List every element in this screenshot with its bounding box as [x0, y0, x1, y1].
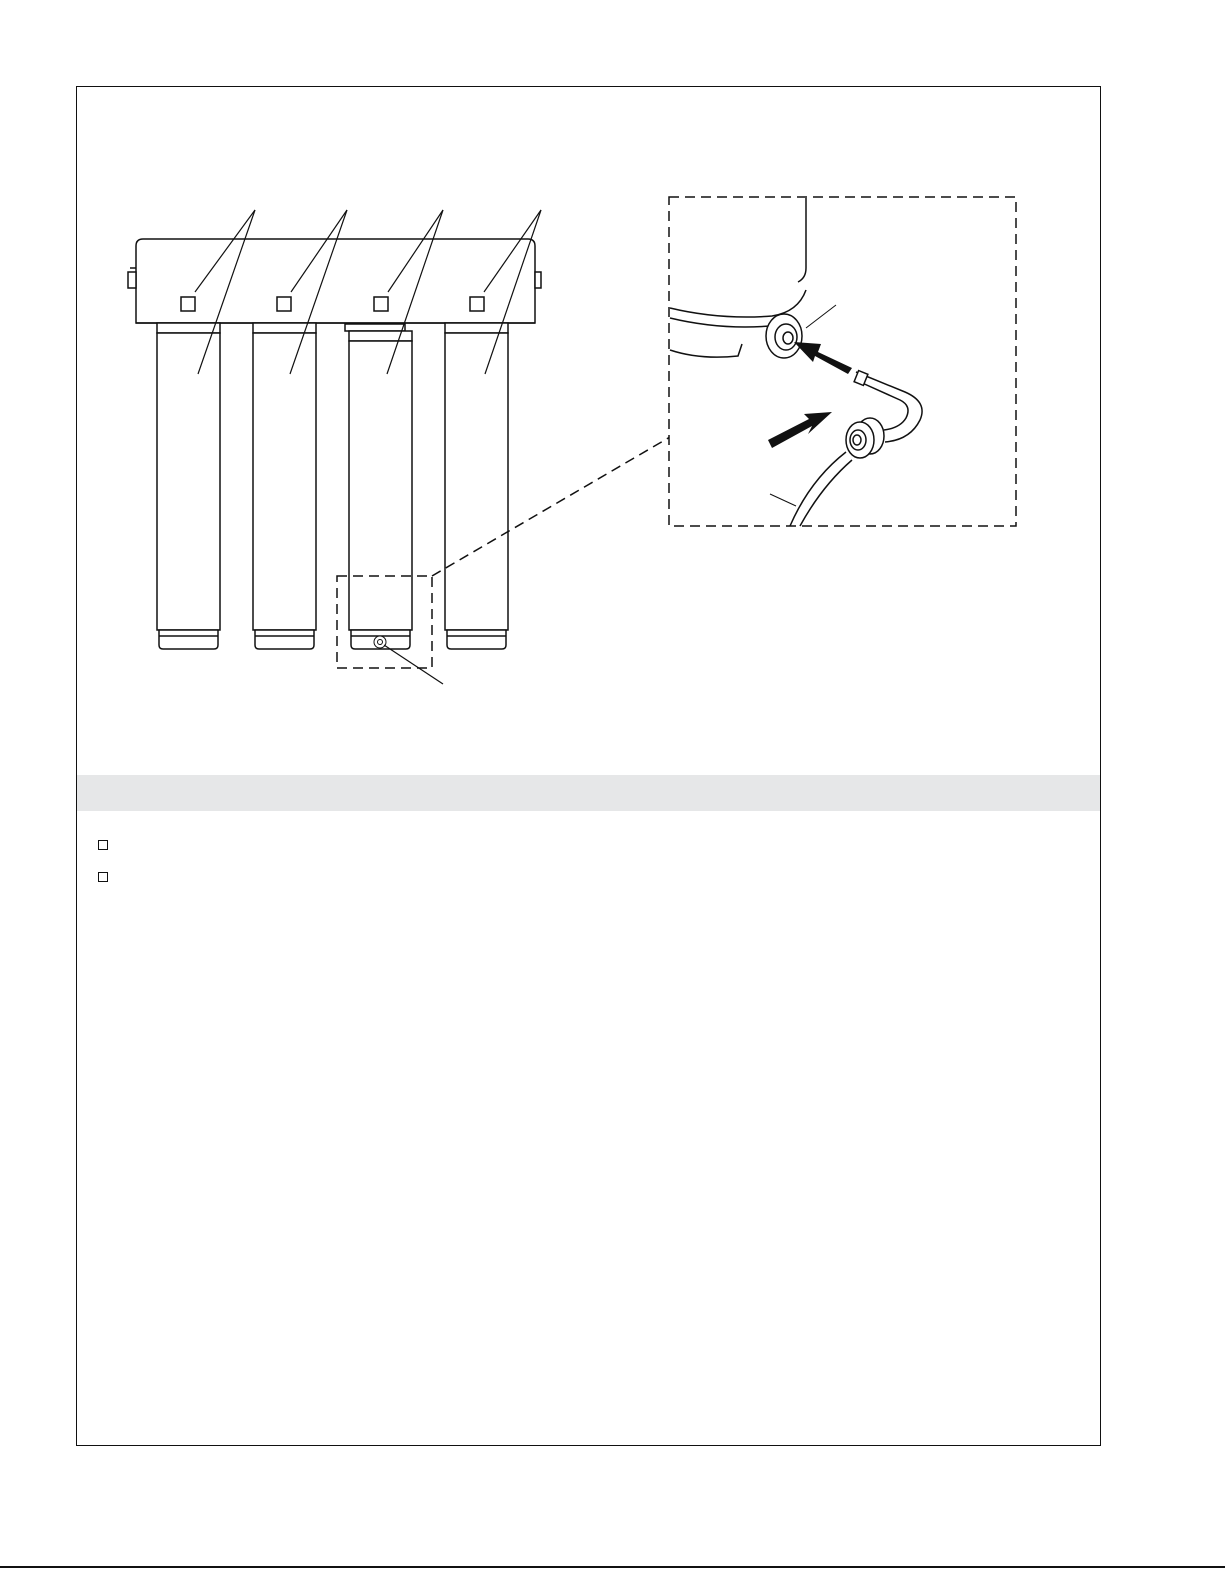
label-box-1: [181, 297, 195, 311]
label-box-3: [374, 297, 388, 311]
checklist-item-1[interactable]: [98, 838, 108, 852]
label-box-4: [470, 297, 484, 311]
checkbox-icon[interactable]: [98, 840, 108, 850]
detail-view-frame: [669, 197, 1016, 526]
checklist-item-2[interactable]: [98, 870, 108, 884]
cartridge-4: [445, 323, 508, 649]
checkbox-icon[interactable]: [98, 872, 108, 882]
section-heading-bar: [77, 775, 1100, 811]
page-bottom-rule: [0, 1566, 1225, 1568]
cartridge-3: [349, 331, 412, 649]
detail-view: [669, 197, 1016, 526]
filter-head-bracket: [128, 239, 541, 331]
cartridge-1: [157, 323, 220, 649]
label-box-2: [277, 297, 291, 311]
filter-cartridges: [157, 323, 508, 649]
cartridge-2: [253, 323, 316, 649]
